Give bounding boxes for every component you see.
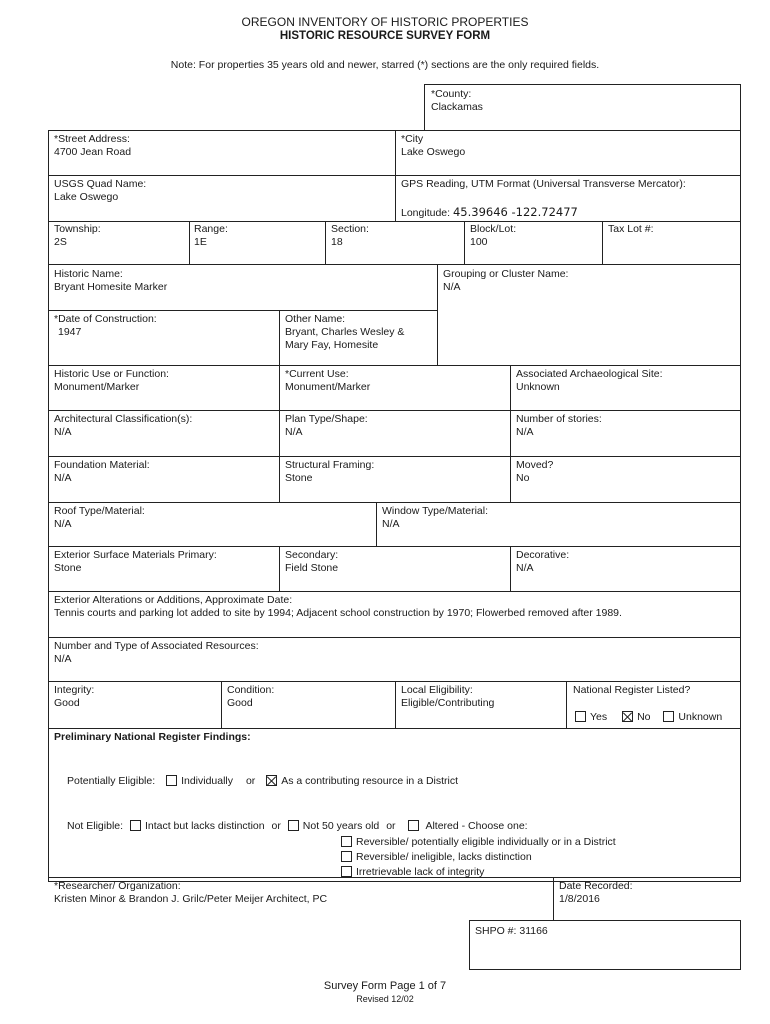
window-value: N/A <box>382 518 400 530</box>
stories-value: N/A <box>516 426 534 438</box>
grouping-field[interactable] <box>443 268 568 294</box>
nr-unknown-checkbox[interactable] <box>663 711 674 722</box>
nr-yes-label: Yes <box>590 711 608 723</box>
block-label: Block/Lot: <box>470 223 517 235</box>
ext-secondary-field[interactable] <box>285 549 338 575</box>
block-field[interactable] <box>470 223 516 249</box>
foundation-label: Foundation Material: <box>54 459 150 471</box>
stories-field[interactable] <box>516 413 602 439</box>
city-field[interactable] <box>401 133 465 159</box>
roof-label: Roof Type/Material: <box>54 505 145 517</box>
form-subtitle: HISTORIC RESOURCE SURVEY FORM <box>279 30 491 42</box>
assoc-resources-label: Number and Type of Associated Resources: <box>54 640 259 652</box>
not-eligible-label: Not Eligible: <box>67 820 124 832</box>
current-use-value: Monument/Marker <box>285 381 371 393</box>
condition-field[interactable] <box>227 684 274 710</box>
ext-decorative-value: N/A <box>516 562 534 574</box>
county-label: *County: <box>431 88 472 100</box>
alterations-label: Exterior Alterations or Additions, Approximate Date: <box>54 594 293 606</box>
gps-label: GPS Reading, UTM Format (Universal Transverse Mercator): <box>401 178 686 190</box>
moved-value: No <box>516 472 530 484</box>
range-value: 1E <box>194 236 207 248</box>
or-text-2: or <box>271 820 281 832</box>
reversible-inelig-label: Reversible/ ineligible, lacks distinction <box>356 851 532 863</box>
potentially-eligible-label: Potentially Eligible: <box>67 775 156 787</box>
researcher-field[interactable] <box>54 880 327 906</box>
historic-name-label: Historic Name: <box>54 268 123 280</box>
longitude-label: Longitude: <box>401 207 451 219</box>
individually-checkbox[interactable] <box>166 775 177 786</box>
township-label: Township: <box>54 223 101 235</box>
framing-label: Structural Framing: <box>285 459 375 471</box>
integrity-value: Good <box>54 697 80 709</box>
section-value: 18 <box>331 236 343 248</box>
not50-checkbox[interactable] <box>288 820 299 831</box>
roof-field[interactable] <box>54 505 145 531</box>
other-name-field[interactable] <box>285 313 404 352</box>
findings-heading: Preliminary National Register Findings: <box>54 731 251 743</box>
alterations-field[interactable] <box>54 594 622 620</box>
date-construction-label: *Date of Construction: <box>54 313 157 325</box>
current-use-label: *Current Use: <box>285 368 349 380</box>
reversible-inelig-option[interactable] <box>341 850 616 865</box>
potentially-eligible-row <box>67 775 458 787</box>
alterations-value: Tennis courts and parking lot added to site by 1994; Adjacent school construction by 1970; Flowerbed removed after 1989. <box>54 607 622 619</box>
plan-type-label: Plan Type/Shape: <box>285 413 368 425</box>
ext-decorative-label: Decorative: <box>516 549 570 561</box>
irretrievable-checkbox[interactable] <box>341 866 352 877</box>
grouping-label: Grouping or Cluster Name: <box>443 268 569 280</box>
ext-primary-value: Stone <box>54 562 82 574</box>
usgs-field[interactable] <box>54 178 146 204</box>
nr-yes-checkbox[interactable] <box>575 711 586 722</box>
archaeological-label: Associated Archaeological Site: <box>516 368 663 380</box>
altered-sub-options <box>341 835 616 880</box>
street-value: 4700 Jean Road <box>54 146 132 158</box>
plan-type-field[interactable] <box>285 413 368 439</box>
usgs-value: Lake Oswego <box>54 191 119 203</box>
ext-primary-label: Exterior Surface Materials Primary: <box>54 549 217 561</box>
altered-label: Altered - Choose one: <box>425 820 528 832</box>
city-value: Lake Oswego <box>401 146 466 158</box>
city-label: *City <box>401 133 424 145</box>
footer-page: Survey Form Page 1 of 7 <box>323 980 447 992</box>
condition-value: Good <box>227 697 253 709</box>
longitude-field[interactable] <box>401 205 578 219</box>
date-recorded-value: 1/8/2016 <box>559 893 600 905</box>
taxlot-label: Tax Lot #: <box>608 223 654 235</box>
not50-label: Not 50 years old <box>302 820 380 832</box>
arch-class-label: Architectural Classification(s): <box>54 413 193 425</box>
footer-revised: Revised 12/02 <box>356 994 414 1004</box>
local-eligibility-field[interactable] <box>401 684 494 710</box>
integrity-label: Integrity: <box>54 684 95 696</box>
street-field[interactable] <box>54 133 131 159</box>
or-text: or <box>245 775 256 787</box>
individually-label: Individually <box>181 775 234 787</box>
irretrievable-label: Irretrievable lack of integrity <box>356 866 485 878</box>
historic-use-field[interactable] <box>54 368 169 394</box>
archaeological-field[interactable] <box>516 368 663 394</box>
historic-use-value: Monument/Marker <box>54 381 140 393</box>
not-eligible-row <box>67 820 528 832</box>
reversible-potential-label: Reversible/ potentially eligible individually or in a District <box>356 836 616 848</box>
irretrievable-option[interactable] <box>341 865 616 880</box>
national-register-options <box>575 711 722 723</box>
roof-value: N/A <box>54 518 72 530</box>
taxlot-field[interactable] <box>608 223 654 236</box>
nr-unknown-label: Unknown <box>678 711 723 723</box>
date-recorded-field[interactable] <box>559 880 633 906</box>
gps-field[interactable] <box>401 178 686 191</box>
ext-decorative-field[interactable] <box>516 549 569 575</box>
other-name-line2: Mary Fay, Homesite <box>285 339 379 351</box>
longitude-value: 45.39646 -122.72477 <box>452 205 578 219</box>
reversible-potential-checkbox[interactable] <box>341 836 352 847</box>
national-register-label: National Register Listed? <box>573 684 691 696</box>
section-label: Section: <box>331 223 369 235</box>
foundation-value: N/A <box>54 472 72 484</box>
intact-checkbox[interactable] <box>130 820 141 831</box>
researcher-label: *Researcher/ Organization: <box>54 880 181 892</box>
arch-class-field[interactable] <box>54 413 192 439</box>
form-note: Note: For properties 35 years old and newer, starred (*) sections are the only required fields. <box>170 59 600 71</box>
not50-option[interactable] <box>288 820 379 832</box>
condition-label: Condition: <box>227 684 275 696</box>
plan-type-value: N/A <box>285 426 303 438</box>
framing-value: Stone <box>285 472 313 484</box>
form-title: OREGON INVENTORY OF HISTORIC PROPERTIES <box>241 15 529 29</box>
window-label: Window Type/Material: <box>382 505 489 517</box>
historic-use-label: Historic Use or Function: <box>54 368 169 380</box>
window-field[interactable] <box>382 505 488 531</box>
ext-secondary-value: Field Stone <box>285 562 339 574</box>
intact-label: Intact but lacks distinction <box>144 820 265 832</box>
stories-label: Number of stories: <box>516 413 602 425</box>
date-recorded-label: Date Recorded: <box>559 880 633 892</box>
county-value: Clackamas <box>431 101 483 113</box>
grouping-value: N/A <box>443 281 461 293</box>
ext-secondary-label: Secondary: <box>285 549 339 561</box>
ext-primary-field[interactable] <box>54 549 217 575</box>
shpo-number: SHPO #: 31166 <box>475 925 548 937</box>
other-name-label: Other Name: <box>285 313 346 325</box>
current-use-field[interactable] <box>285 368 370 394</box>
nr-no-option[interactable] <box>622 711 650 723</box>
date-construction-value: 1947 <box>58 326 82 338</box>
researcher-value: Kristen Minor & Brandon J. Grilc/Peter Meijer Architect, PC <box>54 893 328 905</box>
township-value: 2S <box>54 236 67 248</box>
altered-option[interactable] <box>408 820 527 832</box>
assoc-resources-value: N/A <box>54 653 72 665</box>
range-label: Range: <box>194 223 228 235</box>
moved-label: Moved? <box>516 459 554 471</box>
framing-field[interactable] <box>285 459 374 485</box>
individually-option[interactable] <box>166 775 233 787</box>
nr-no-checkbox[interactable] <box>622 711 633 722</box>
usgs-label: USGS Quad Name: <box>54 178 147 190</box>
archaeological-value: Unknown <box>516 381 560 393</box>
assoc-resources-field[interactable] <box>54 640 259 666</box>
local-eligibility-value: Eligible/Contributing <box>401 697 495 709</box>
contributing-checkbox[interactable] <box>266 775 277 786</box>
or-text-3: or <box>386 820 396 832</box>
contributing-label: As a contributing resource in a District <box>281 775 459 787</box>
reversible-inelig-checkbox[interactable] <box>341 851 352 862</box>
altered-checkbox[interactable] <box>408 820 419 831</box>
intact-option[interactable] <box>130 820 265 832</box>
date-construction-field[interactable] <box>54 313 157 339</box>
nr-no-label: No <box>637 711 651 723</box>
nr-yes-option[interactable] <box>575 711 607 723</box>
block-value: 100 <box>470 236 488 248</box>
integrity-field[interactable] <box>54 684 94 710</box>
moved-field[interactable] <box>516 459 553 485</box>
street-label: *Street Address: <box>54 133 130 145</box>
foundation-field[interactable] <box>54 459 150 485</box>
historic-name-field[interactable] <box>54 268 167 294</box>
county-field[interactable] <box>431 88 483 114</box>
arch-class-value: N/A <box>54 426 72 438</box>
nr-unknown-option[interactable] <box>663 711 722 723</box>
local-eligibility-label: Local Eligibility: <box>401 684 473 696</box>
historic-name-value: Bryant Homesite Marker <box>54 281 168 293</box>
township-field[interactable] <box>54 223 101 249</box>
range-field[interactable] <box>194 223 228 249</box>
contributing-option[interactable] <box>266 775 458 787</box>
reversible-potential-option[interactable] <box>341 835 616 850</box>
other-name-line1: Bryant, Charles Wesley & <box>285 326 405 338</box>
section-field[interactable] <box>331 223 369 249</box>
